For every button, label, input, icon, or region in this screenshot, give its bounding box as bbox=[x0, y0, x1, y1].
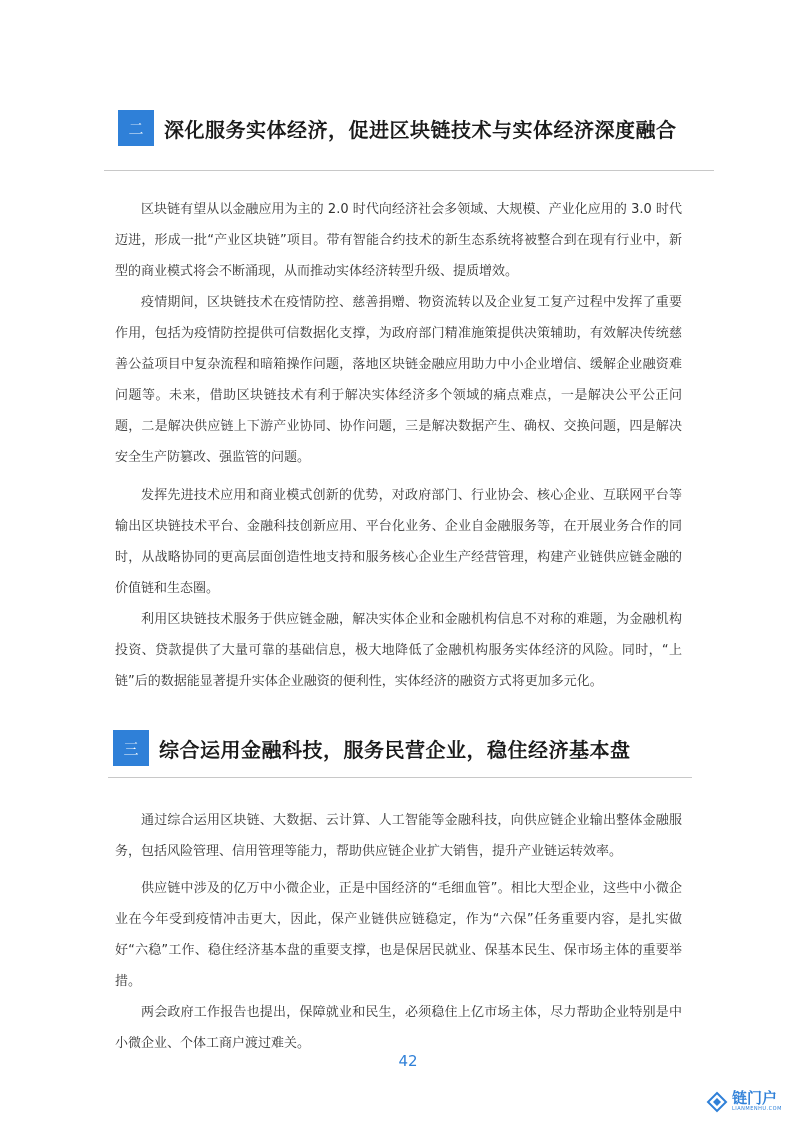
section-title: 综合运用金融科技，服务民营企业，稳住经济基本盘 bbox=[159, 737, 631, 762]
page-number: 42 bbox=[398, 1052, 418, 1070]
section-3-header bbox=[113, 730, 631, 766]
section-2-header bbox=[118, 110, 677, 146]
paragraph: 供应链中涉及的亿万中小微企业，正是中国经济的“毛细血管”。相比大型企业，这些中小微企业在今年受到疫情冲击更大，因此，保产业链供应链稳定，作为“六保”任务重要内容，是扎实做好“六稳”工作、稳住经济基本盘的重要支撑，也是保居民就业、保基本民生、保市场主体的重要举措。 bbox=[115, 881, 682, 989]
site-logo bbox=[706, 1090, 782, 1113]
section-number-badge: 二 bbox=[118, 110, 154, 146]
paragraph: 利用区块链技术服务于供应链金融，解决实体企业和金融机构信息不对称的难题，为金融机构投资、贷款提供了大量可靠的基础信息，极大地降低了金融机构服务实体经济的风险。同时，“上链”后的数据能显著提升实体企业融资的便利性，实体经济的融资方式将更加多元化。 bbox=[115, 612, 682, 689]
logo-name: 链门户 bbox=[732, 1089, 778, 1107]
logo-domain: LIANMENHU.COM bbox=[732, 1106, 782, 1112]
paragraph: 通过综合运用区块链、大数据、云计算、人工智能等金融科技，向供应链企业输出整体金融服务，包括风险管理、信用管理等能力，帮助供应链企业扩大销售，提升产业链运转效率。 bbox=[115, 813, 682, 859]
paragraph: 疫情期间，区块链技术在疫情防控、慈善捐赠、物资流转以及企业复工复产过程中发挥了重要作用，包括为疫情防控提供可信数据化支撑，为政府部门精准施策提供决策辅助，有效解决传统慈善公益项目中复杂流程和暗箱操作问题，落地区块链金融应用助力中小企业增信、缓解企业融资难问题等。未来，借助区块链技术有利于解决实体经济多个领域的痛点难点，一是解决公平公正问题，二是解决供应链上下游产业协同、协作问题，三是解决数据产生、确权、交换问题，四是解决安全生产防篡改、强监管的问题。 bbox=[115, 295, 682, 465]
paragraph: 区块链有望从以金融应用为主的 2.0 时代向经济社会多领域、大规模、产业化应用的 3.0 时代迈进，形成一批“产业区块链”项目。带有智能合约技术的新生态系统将被整合到在现有行业中，新型的商业模式将会不断涌现，从而推动实体经济转型升级、提质增效。 bbox=[115, 202, 682, 279]
section-divider bbox=[108, 777, 692, 778]
paragraph: 发挥先进技术应用和商业模式创新的优势，对政府部门、行业协会、核心企业、互联网平台等输出区块链技术平台、金融科技创新应用、平台化业务、企业自金融服务等，在开展业务合作的同时，从战略协同的更高层面创造性地支持和服务核心企业生产经营管理，构建产业链供应链金融的价值链和生态圈。 bbox=[115, 488, 682, 596]
section-number-badge: 三 bbox=[113, 730, 149, 766]
chain-link-icon bbox=[706, 1091, 728, 1113]
paragraph: 两会政府工作报告也提出，保障就业和民生，必须稳住上亿市场主体，尽力帮助企业特别是中小微企业、个体工商户渡过难关。 bbox=[115, 1005, 682, 1051]
section-divider bbox=[104, 170, 714, 171]
section-title: 深化服务实体经济，促进区块链技术与实体经济深度融合 bbox=[164, 117, 677, 142]
